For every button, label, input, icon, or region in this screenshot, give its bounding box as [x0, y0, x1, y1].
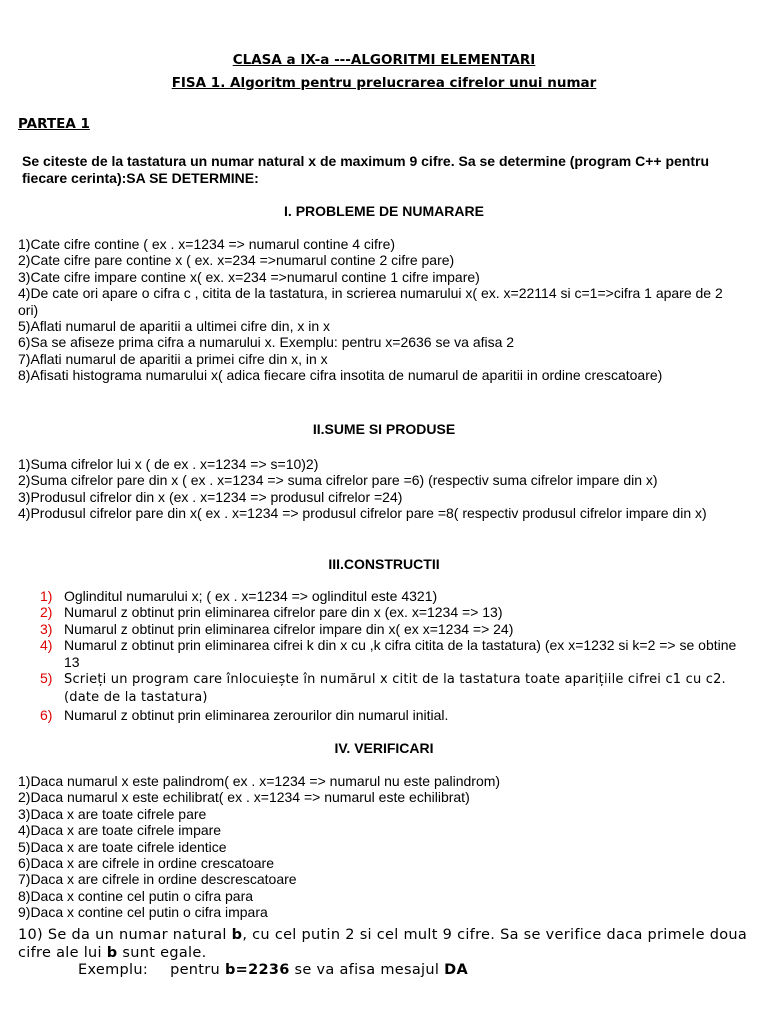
item-number: 2): [40, 604, 53, 621]
section-2-list: [18, 456, 753, 522]
list-item: 5)Daca x are toate cifrele identice: [18, 838, 227, 855]
list-item: 9)Daca x contine cel putin o cifra impara: [18, 904, 268, 921]
item-text: Numarul z obtinut prin eliminarea cifrelor impare din x( ex x=1234 => 24): [64, 620, 514, 637]
item-10-var-b: b: [231, 927, 243, 943]
list-item: 1)Suma cifrelor lui x ( de ex . x=1234 => s=10)2): [18, 456, 319, 472]
list-item: 2)Suma cifrelor pare din x ( ex . x=1234 => suma cifrelor pare =6) (respectiv suma cifrelor impare din x): [18, 472, 658, 489]
list-item: 3)Cate cifre impare contine x( ex. x=234 =>numarul contine 1 cifre impare): [18, 268, 480, 285]
item-number: 1): [40, 588, 53, 604]
list-item: [40, 670, 755, 707]
list-item: 6)Daca x are cifrele in ordine crescatoare: [18, 855, 275, 872]
list-item: [40, 588, 755, 604]
item-text: Oglinditul numarului x; ( ex . x=1234 => oglinditul este 4321): [64, 588, 438, 604]
item-text: Numarul z obtinut prin eliminarea cifrelor pare din x (ex. x=1234 => 13): [64, 604, 503, 621]
list-item: 1)Cate cifre contine ( ex . x=1234 => numarul contine 4 cifre): [18, 236, 396, 252]
section-3-heading: III.CONSTRUCTII: [328, 556, 440, 572]
list-item: [40, 604, 755, 620]
item-number: 5): [40, 670, 53, 687]
section-1-heading: I. PROBLEME DE NUMARARE: [284, 203, 484, 219]
item-number: 6): [40, 706, 53, 723]
item-text: Scrieți un program care înlocuiește în numărul x citit de la tastatura toate aparițiile cifrei c1 cu c2. (date de la tastatura): [64, 672, 726, 706]
list-item: 3)Produsul cifrelor din x (ex . x=1234 => produsul cifrelor =24): [18, 488, 403, 505]
list-item: 2)Cate cifre pare contine x ( ex. x=234 =>numarul contine 2 cifre pare): [18, 252, 455, 269]
item-10-text-c: , cu cel putin 2 si cel mult 9 cifre. Sa se verifice daca primele doua cifre ale lui: [18, 927, 748, 961]
section-4-list: [18, 773, 753, 921]
list-item: 4)Daca x are toate cifrele impare: [18, 822, 222, 839]
list-item: [40, 621, 755, 637]
list-item: 6)Sa se afiseze prima cifra a numarului x. Exemplu: pentru x=2636 se va afisa 2: [18, 334, 515, 351]
item-10: [18, 926, 758, 962]
section-3-list: [40, 588, 755, 723]
list-item: 4)De cate ori apare o cifra c , citita de la tastatura, in scrierea numarului x( ex. x=22114 si c=1=>cifra 1 apare de 2 ori): [18, 285, 723, 318]
list-item: [40, 637, 755, 670]
list-item: 2)Daca numarul x este echilibrat( ex . x=1234 => numarul este echilibrat): [18, 789, 470, 806]
part-label: PARTEA 1: [18, 116, 90, 132]
intro-text: Se citeste de la tastatura un numar natural x de maximum 9 cifre. Sa se determine (program C++ pentru fiecare cerinta):SA SE DETERMINE:: [22, 153, 710, 186]
list-item: 1)Daca numarul x este palindrom( ex . x=1234 => numarul nu este palindrom): [18, 773, 501, 789]
list-item: 8)Afisati histograma numarului x( adica fiecare cifra insotita de numarul de aparitii in ordine crescatoare): [18, 367, 663, 384]
example-answer: DA: [444, 962, 468, 978]
item-text: Numarul z obtinut prin eliminarea zerourilor din numarul initial.: [64, 706, 449, 723]
item-10-text-a: 10) Se da un numar natural: [18, 927, 232, 943]
item-10-example: [78, 961, 758, 979]
item-10-var-b-2: b: [106, 945, 118, 961]
example-label: Exemplu:: [78, 962, 149, 978]
worksheet-title: CLASA a IX-a ---ALGORITMI ELEMENTARI: [232, 52, 536, 68]
example-text-mid: se va afisa mesajul: [289, 962, 445, 978]
list-item: 4)Produsul cifrelor pare din x( ex . x=1234 => produsul cifrelor pare =8( respectiv produsul cifrelor impare din x): [18, 505, 707, 522]
list-item: 5)Aflati numarul de aparitii a ultimei cifre din, x in x: [18, 318, 331, 335]
list-item: 7)Daca x are cifrele in ordine descrescatoare: [18, 871, 297, 888]
list-item: [40, 707, 755, 723]
example-value: b=2236: [224, 962, 290, 978]
worksheet-subtitle: FISA 1. Algoritm pentru prelucrarea cifrelor unui numar: [171, 75, 597, 91]
item-number: 4): [40, 637, 53, 654]
list-item: 3)Daca x are toate cifrele pare: [18, 805, 207, 822]
section-4-heading: IV. VERIFICARI: [334, 740, 434, 756]
list-item: 7)Aflati numarul de aparitii a primei cifre din x, in x: [18, 350, 328, 367]
list-item: 8)Daca x contine cel putin o cifra para: [18, 887, 254, 904]
item-10-text-e: sunt egale.: [117, 945, 207, 961]
item-number: 3): [40, 620, 53, 637]
section-2-heading: II.SUME SI PRODUSE: [312, 421, 456, 437]
section-1-list: [18, 236, 753, 384]
item-text: Numarul z obtinut prin eliminarea cifrei k din x cu ,k cifra citita de la tastatura) (ex x=1232 si k=2 => se obtine 13: [64, 637, 737, 670]
example-text-pre: pentru: [170, 962, 225, 978]
